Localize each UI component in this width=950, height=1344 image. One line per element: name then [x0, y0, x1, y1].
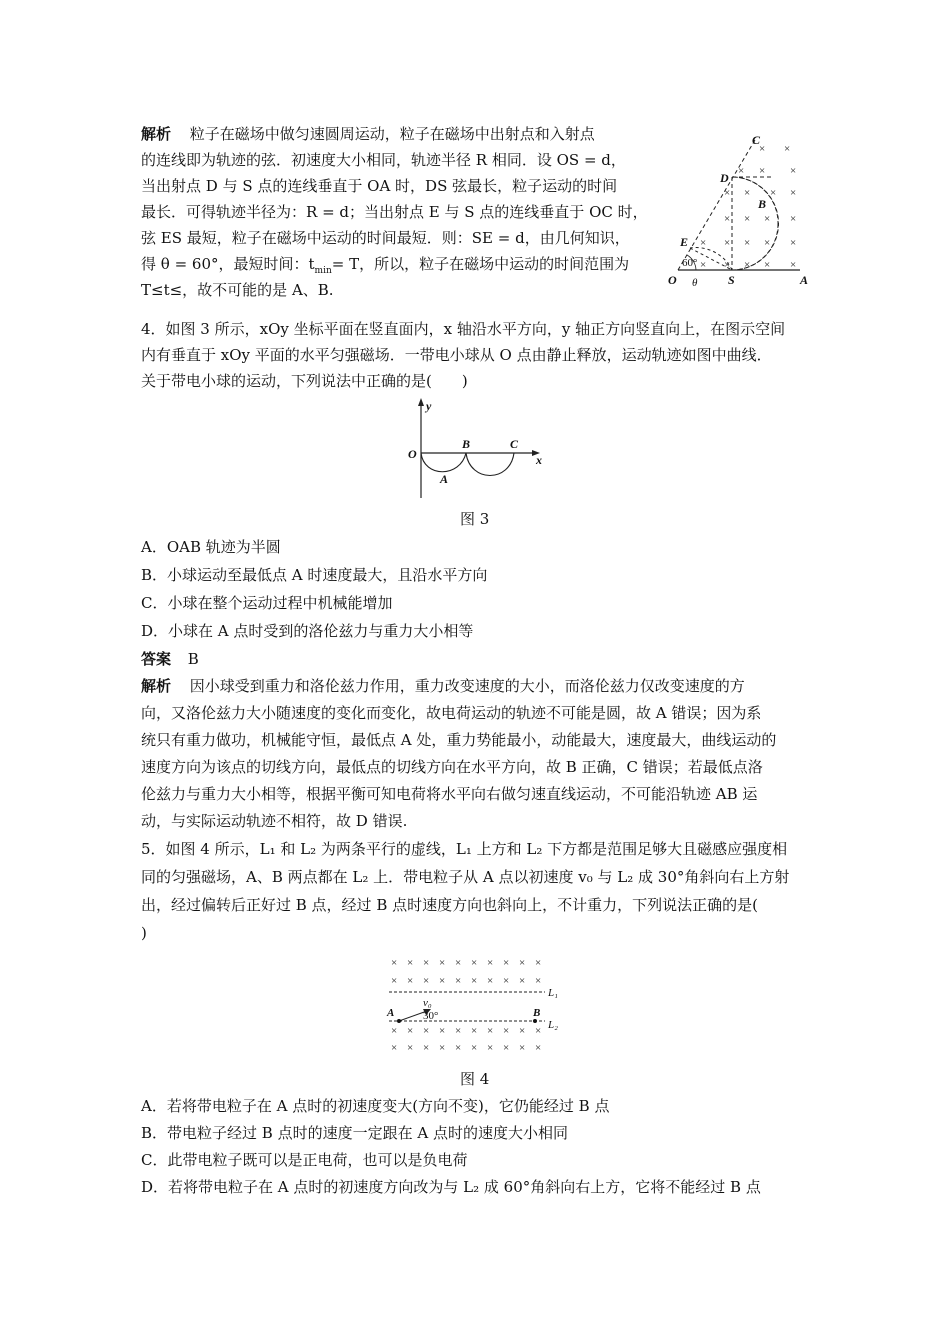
label-L2: L₂ [548, 1019, 558, 1031]
svg-text:×: × [503, 1042, 510, 1054]
svg-text:×: × [503, 975, 510, 987]
svg-text:×: × [744, 213, 751, 225]
label-theta: θ [692, 277, 698, 289]
field-crosses-upper [391, 957, 541, 987]
svg-text:×: × [471, 975, 478, 987]
label-B: B [758, 197, 767, 211]
svg-text:×: × [439, 957, 446, 969]
svg-text:×: × [535, 957, 542, 969]
q4-analysis-1: 解析 因小球受到重力和洛伦兹力作用，重力改变速度的大小，而洛伦兹力仅改变速度的方 [141, 677, 745, 695]
q5-stem-3: 出，经过偏转后正好过 B 点，经过 B 点时速度方向也斜向上，不计重力，下列说法正确的是( [141, 896, 758, 914]
svg-text:×: × [503, 1025, 510, 1037]
svg-text:×: × [764, 237, 771, 249]
label-30deg: 30° [423, 1010, 439, 1022]
svg-text:×: × [487, 1025, 494, 1037]
q4-analysis-6: 动，与实际运动轨迹不相符，故 D 错误. [141, 812, 408, 830]
svg-text:×: × [439, 1025, 446, 1037]
svg-text:×: × [487, 1042, 494, 1054]
svg-text:×: × [790, 165, 797, 177]
label-v0: v₀ [423, 997, 432, 1009]
label-B: B [462, 437, 471, 451]
svg-text:×: × [759, 165, 766, 177]
q5-stem-1: 5．如图 4 所示，L₁ 和 L₂ 为两条平行的虚线，L₁ 上方和 L₂ 下方都是范围足够大且磁感应强度相 [141, 840, 788, 858]
label-60deg: 60° [682, 257, 698, 269]
q4-analysis-5: 伦兹力与重力大小相等，根据平衡可知电荷将水平向右做匀速直线运动，不可能沿轨迹 AB 运 [141, 785, 758, 803]
svg-text:×: × [519, 957, 526, 969]
q5-option-d: D．若将带电粒子在 A 点时的初速度方向改为与 L₂ 成 60°角斜向右上方，它将不能经过 B 点 [141, 1178, 761, 1196]
svg-text:×: × [455, 1042, 462, 1054]
label-S: S [728, 273, 735, 287]
label-A: A [440, 472, 449, 486]
svg-text:×: × [439, 1042, 446, 1054]
svg-text:×: × [407, 1025, 414, 1037]
svg-text:×: × [423, 957, 430, 969]
label-D: D [720, 171, 729, 185]
svg-text:×: × [535, 1025, 542, 1037]
svg-text:×: × [391, 1025, 398, 1037]
svg-text:×: × [790, 237, 797, 249]
q4-stem-2: 内有垂直于 xOy 平面的水平匀强磁场．一带电小球从 O 点由静止释放，运动轨迹如图中曲线． [141, 346, 772, 364]
svg-text:×: × [407, 957, 414, 969]
q4-option-c: C．小球在整个运动过程中机械能增加 [141, 594, 393, 612]
svg-text:×: × [455, 1025, 462, 1037]
q4-analysis-2: 向，又洛伦兹力大小随速度的变化而变化，故电荷运动的轨迹不可能是圆，故 A 错误；因为系 [141, 704, 762, 722]
figure-3 [400, 398, 560, 508]
label-B: B [533, 1007, 541, 1019]
analysis1-line-7: T≤t≤，故不可能的是 A、B. [141, 281, 334, 299]
svg-text:×: × [770, 187, 777, 199]
svg-text:×: × [439, 975, 446, 987]
label-C: C [752, 133, 761, 147]
analysis1-line-4: 最长．可得轨迹半径为：R = d；当出射点 E 与 S 点的连线垂直于 OC 时， [141, 203, 648, 221]
label-A: A [800, 273, 809, 287]
q5-stem-2: 同的匀强磁场，A、B 两点都在 L₂ 上．带电粒子从 A 点以初速度 v₀ 与 L₂ 成 30°角斜向右上方射 [141, 868, 790, 886]
svg-text:×: × [759, 143, 766, 155]
svg-text:×: × [535, 1042, 542, 1054]
q5-stem-4: ) [141, 924, 147, 942]
svg-text:×: × [423, 975, 430, 987]
svg-text:×: × [407, 975, 414, 987]
svg-text:×: × [700, 259, 707, 271]
label-E: E [680, 235, 689, 249]
q4-option-a: A．OAB 轨迹为半圆 [141, 538, 281, 556]
svg-text:×: × [519, 1025, 526, 1037]
svg-text:×: × [764, 213, 771, 225]
label-C: C [510, 437, 519, 451]
q4-option-b: B．小球运动至最低点 A 时速度最大，且沿水平方向 [141, 566, 488, 584]
svg-text:×: × [423, 1042, 430, 1054]
svg-text:×: × [503, 957, 510, 969]
svg-text:×: × [790, 213, 797, 225]
svg-text:×: × [724, 187, 731, 199]
svg-text:×: × [700, 237, 707, 249]
svg-text:×: × [455, 957, 462, 969]
svg-text:×: × [423, 1025, 430, 1037]
label-L1: L₁ [548, 987, 558, 999]
q4-stem-1: 4．如图 3 所示，xOy 坐标平面在竖直面内，x 轴沿水平方向，y 轴正方向竖直向上，在图示空间 [141, 320, 786, 338]
q4-answer [141, 650, 199, 668]
svg-text:×: × [519, 1042, 526, 1054]
label-x: x [536, 453, 542, 467]
analysis1-label: 解析 [141, 125, 172, 143]
answer-label: 答案 [141, 650, 172, 668]
svg-text:×: × [790, 187, 797, 199]
analysis1-line-5: 弦 ES 最短，粒子在磁场中运动的时间最短．则：SE = d，由几何知识， [141, 229, 630, 247]
svg-text:×: × [471, 957, 478, 969]
svg-text:×: × [764, 259, 771, 271]
svg-text:×: × [487, 957, 494, 969]
svg-text:×: × [724, 213, 731, 225]
svg-text:×: × [724, 237, 731, 249]
q4-analysis-3: 统只有重力做功，机械能守恒，最低点 A 处，重力势能最小，动能最大，速度最大，曲线运动的 [141, 731, 777, 749]
svg-text:×: × [455, 975, 462, 987]
svg-text:×: × [790, 259, 797, 271]
analysis1-line-1: 解析 粒子在磁场中做匀速圆周运动，粒子在磁场中出射点和入射点 [141, 125, 595, 143]
analysis1-line-2: 的连线即为轨迹的弦．初速度大小相同，轨迹半径 R 相同．设 OS = d， [141, 151, 626, 169]
svg-text:×: × [471, 1042, 478, 1054]
answer-value: B [187, 650, 199, 668]
q4-analysis-4: 速度方向为该点的切线方向，最低点的切线方向在水平方向，故 B 正确，C 错误；若最低点洛 [141, 758, 763, 776]
label-y: y [426, 399, 432, 413]
svg-text:×: × [784, 143, 791, 155]
label-A: A [387, 1007, 395, 1019]
label-O: O [668, 273, 677, 287]
analysis-label: 解析 [141, 677, 172, 695]
q4-option-d: D．小球在 A 点时受到的洛伦兹力与重力大小相等 [141, 622, 474, 640]
svg-text:×: × [724, 259, 731, 271]
label-O: O [408, 447, 417, 461]
figure-4-caption: 图 4 [460, 1070, 490, 1088]
q5-option-a: A．若将带电粒子在 A 点时的初速度变大(方向不变)，它仍能经过 B 点 [141, 1097, 610, 1115]
figure-3-caption: 图 3 [460, 510, 490, 528]
q5-option-c: C．此带电粒子既可以是正电荷，也可以是负电荷 [141, 1151, 468, 1169]
svg-text:×: × [744, 259, 751, 271]
q5-option-b: B．带电粒子经过 B 点时的速度一定跟在 A 点时的速度大小相同 [141, 1124, 568, 1142]
figure-4 [385, 952, 575, 1057]
svg-text:×: × [519, 975, 526, 987]
q4-stem-3: 关于带电小球的运动，下列说法中正确的是( ) [141, 372, 468, 390]
analysis1-line-3: 当出射点 D 与 S 点的连线垂直于 OA 时，DS 弦最长，粒子运动的时间 [141, 177, 618, 195]
svg-text:×: × [744, 187, 751, 199]
svg-text:×: × [535, 975, 542, 987]
svg-text:×: × [471, 1025, 478, 1037]
svg-text:×: × [391, 957, 398, 969]
subscript-min: min [314, 266, 332, 276]
figure-magnetic-field-sector [660, 132, 820, 292]
svg-text:×: × [744, 237, 751, 249]
analysis1-line-6: 得 θ = 60°，最短时间：$t_{min}= T$，所以，粒子在磁场中运动的时间范围为 [141, 255, 630, 276]
svg-text:×: × [487, 975, 494, 987]
svg-text:×: × [407, 1042, 414, 1054]
svg-text:×: × [738, 165, 745, 177]
svg-text:×: × [391, 975, 398, 987]
svg-text:×: × [391, 1042, 398, 1054]
field-crosses-lower [391, 1025, 541, 1054]
